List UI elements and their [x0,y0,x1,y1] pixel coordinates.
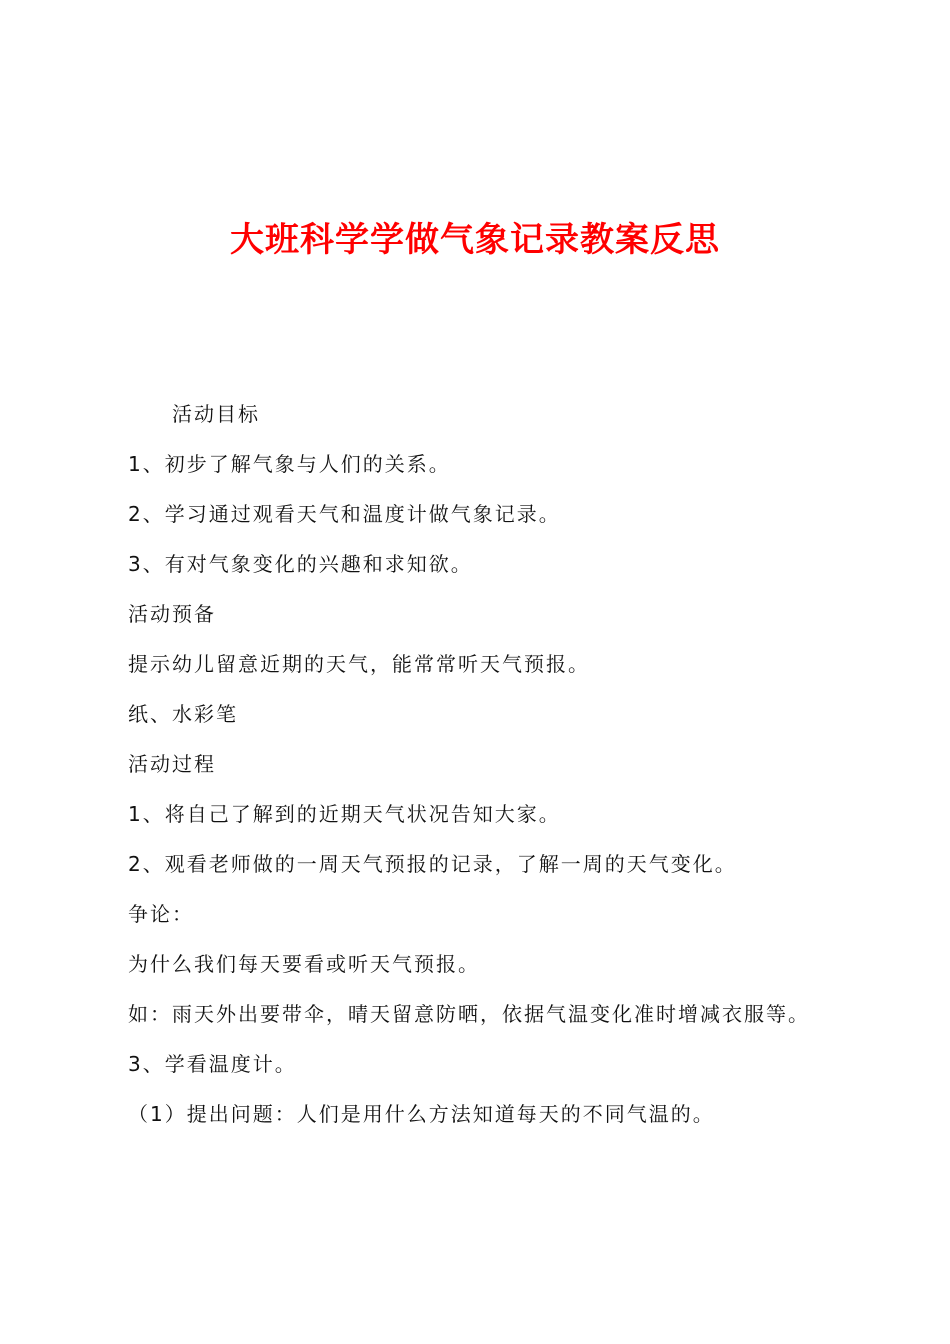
section-heading-activity-process: 活动过程 [128,752,216,776]
paragraph-line: 纸、水彩笔 [128,702,238,726]
paragraph-line: 1、将自己了解到的近期天气状况告知大家。 [128,802,561,826]
section-heading-activity-goals: 活动目标 [172,402,260,426]
paragraph-line: 提示幼儿留意近期的天气，能常常听天气预报。 [128,652,590,676]
paragraph-line: 1、初步了解气象与人们的关系。 [128,452,451,476]
paragraph-line: （1）提出问题：人们是用什么方法知道每天的不同气温的。 [128,1102,715,1126]
paragraph-line: 2、观看老师做的一周天气预报的记录，了解一周的天气变化。 [128,852,737,876]
paragraph-line: 3、学看温度计。 [128,1052,297,1076]
paragraph-line: 为什么我们每天要看或听天气预报。 [128,952,480,976]
section-heading-activity-preparation: 活动预备 [128,602,216,626]
paragraph-line: 3、有对气象变化的兴趣和求知欲。 [128,552,473,576]
paragraph-line: 如：雨天外出要带伞，晴天留意防晒，依据气温变化准时增减衣服等。 [128,1002,810,1026]
paragraph-line: 争论： [128,902,194,926]
paragraph-line: 2、学习通过观看天气和温度计做气象记录。 [128,502,561,526]
document-title: 大班科学学做气象记录教案反思 [230,220,720,260]
